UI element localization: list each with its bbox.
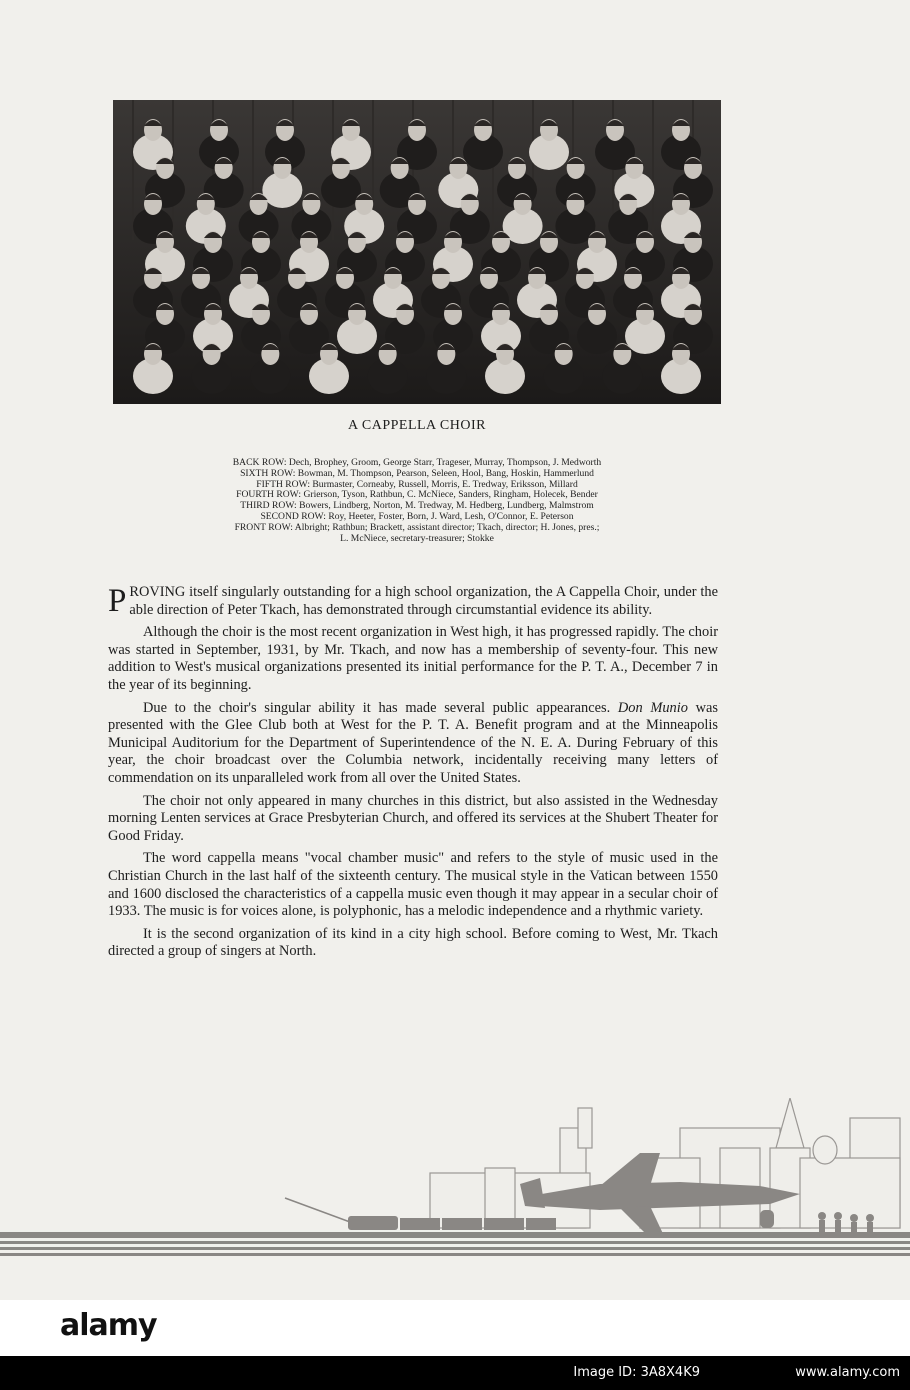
article-body bbox=[108, 584, 718, 966]
watermark-image-id: Image ID: 3A8X4K9 bbox=[573, 1365, 700, 1380]
paragraph-4: The choir not only appeared in many churches in this district, but also assisted in the Wednesday morning Lenten services at Grace Presbyterian Church, and offered its services at the Shubert Theater for Good Friday. bbox=[108, 792, 718, 844]
fourth-row-names: FOURTH ROW: Grierson, Tyson, Rathbun, C. McNiece, Sanders, Ringham, Holecek, Bender bbox=[236, 489, 598, 501]
fifth-row-names: FIFTH ROW: Burmaster, Corneaby, Russell, Morris, E. Tredway, Eriksson, Millard bbox=[256, 478, 578, 490]
paragraph-6: It is the second organization of its kind in a city high school. Before coming to West, Mr. Tkach directed a group of singers at North. bbox=[108, 925, 718, 960]
watermark-url: www.alamy.com bbox=[795, 1365, 900, 1380]
sixth-row-names: SIXTH ROW: Bowman, M. Thompson, Pearson, Seleen, Hool, Bang, Hoskin, Hammerlund bbox=[240, 467, 594, 479]
paragraph-5: The word cappella means "vocal chamber music" and refers to the style of music used in the Christian Church in the last half of the sixteenth century. The musical style in the Vatican between 1550 and 1600 disclosed the characteristics of a cappella music even though it may appear in a secular choir of 1933. The music is for voices alone, is polyphonic, has a melodic independence and a rhythmic variety. bbox=[108, 850, 718, 920]
paragraph-1: PROVING itself singularly outstanding for a high school organization, the A Cappella Choir, under the able direction of Peter Tkach, has demonstrated through circumstantial evidence its ability. bbox=[108, 583, 718, 619]
watermark-logo: alamy bbox=[60, 1308, 157, 1343]
skyline-illustration bbox=[0, 1098, 910, 1273]
front-row-names-continued: L. McNiece, secretary-treasurer; Stokke bbox=[340, 532, 494, 544]
front-row-names: FRONT ROW: Albright; Rathbun; Brackett, assistant director; Tkach, director; H. Jones, pres.; bbox=[234, 521, 600, 533]
row-names bbox=[120, 458, 714, 544]
choir-photo bbox=[113, 100, 721, 404]
third-row-names: THIRD ROW: Bowers, Lindberg, Norton, M. Tredway, M. Hedberg, Lundberg, Malmstrom bbox=[240, 500, 594, 512]
photo-caption: A CAPPELLA CHOIR bbox=[348, 418, 486, 433]
paragraph-2: Although the choir is the most recent organization in West high, it has progressed rapidly. The choir was started in September, 1931, by Mr. Tkach, and now has a membership of seventy-four. This new addition to West's musical organizations presented its initial performance for the P. T. A., December 7 in the year of its beginning. bbox=[108, 624, 718, 693]
drop-cap: P bbox=[108, 583, 127, 619]
paragraph-3: Due to the choir's singular ability it has made several public appearances. Don Munio was presented with the Glee Club both at West for the P. T. A. Benefit program and at the Minneapolis Municipal Auditorium for the Department of Superintendence of the N. E. A. During February of this year, the choir broadcast over the Columbia network, incidentally receiving many letters of commendation on its unparalleled work from all over the United States. bbox=[108, 699, 718, 786]
second-row-names: SECOND ROW: Roy, Heeter, Foster, Born, J. Ward, Lesh, O'Connor, E. Peterson bbox=[260, 510, 574, 522]
back-row-names: BACK ROW: Dech, Brophey, Groom, George Starr, Trageser, Murray, Thompson, J. Medworth bbox=[232, 457, 602, 468]
